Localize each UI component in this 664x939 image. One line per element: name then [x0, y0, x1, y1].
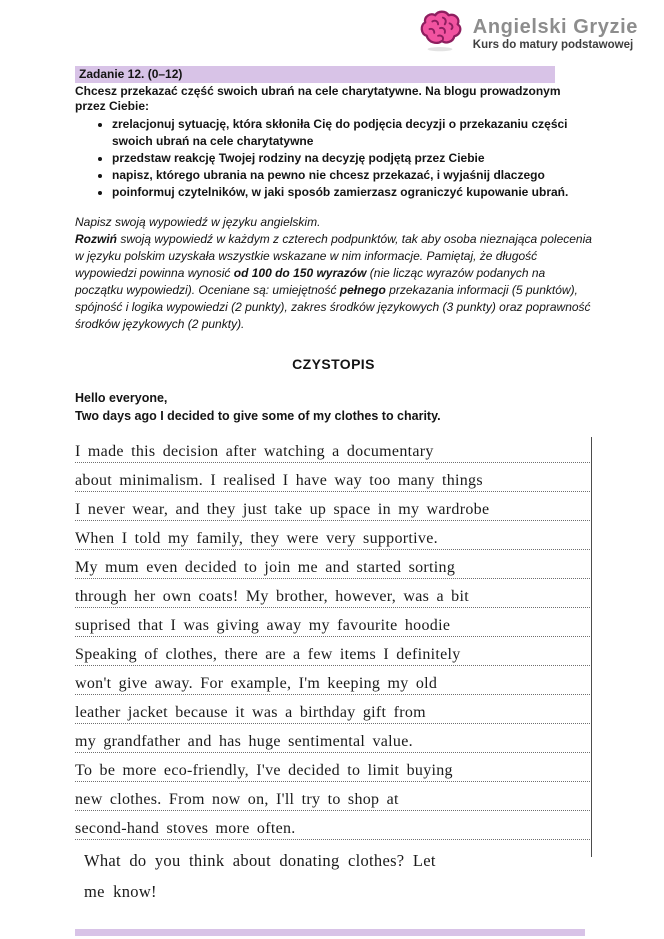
task-intro: Chcesz przekazać część swoich ubrań na cele charytatywne. Na blogu prowadzonym przez Ciebie: [75, 84, 561, 113]
note-text: (nie licząc wyrazów podanych na początku wypowiedzi). Oceniane są: umiejętność [75, 266, 546, 297]
essay-printed-opening [75, 389, 592, 425]
handwritten-line: To be more eco-friendly, I've decided to limit buying [75, 753, 592, 782]
handwritten-line: Speaking of clothes, there are a few items I definitely [75, 637, 592, 666]
note-text: przekazania informacji (5 punktów), spójność i logika wypowiedzi (2 punkty), zakres środków językowych (3 punkty) oraz poprawność środków językowych (2 punkty). [75, 283, 591, 331]
handwritten-line: I never wear, and they just take up space in my wardrobe [75, 492, 592, 521]
clean-copy-heading: CZYSTOPIS [292, 356, 375, 372]
logo [417, 10, 638, 57]
footer-accent-bar [75, 929, 585, 936]
task-bullet-item: • poinformuj czytelników, w jaki sposób zamierzasz ograniczyć kupowanie ubrań. [112, 184, 592, 201]
task-bullet-item: • napisz, którego ubrania na pewno nie chcesz przekazać, i wyjaśnij dlaczego [112, 167, 592, 184]
answer-margin-rule [591, 437, 592, 857]
handwritten-line: through her own coats! My brother, however, was a bit [75, 579, 592, 608]
handwritten-line: my grandfather and has huge sentimental value. [75, 724, 592, 753]
handwritten-line: new clothes. From now on, I'll try to shop at [75, 782, 592, 811]
note-text: swoją wypowiedź w każdym z czterech podpunktów, tak aby osoba nieznająca polecenia w języku polskim uzyskała wszystkie wskazane w nim informacje. Pamiętaj, że długość wypowiedzi powinna wynosić [75, 232, 592, 280]
opening-sentence: Two days ago I decided to give some of my clothes to charity. [75, 409, 441, 423]
note-bold-rozwin: Rozwiń [75, 232, 117, 246]
handwritten-line: When I told my family, they were very supportive. [75, 521, 592, 550]
brand-subtitle: Kurs do matury podstawowej [472, 39, 634, 51]
note-bold-pelnego: pełnego [339, 283, 386, 297]
task-bullet-item: • przedstaw reakcję Twojej rodziny na decyzję podjętą przez Ciebie [112, 150, 592, 167]
instructions-note [75, 214, 592, 333]
brand-name: Angielski Gryzie [472, 16, 638, 38]
handwritten-free-line: me know! [84, 882, 157, 901]
handwritten-line: leather jacket because it was a birthday gift from [75, 695, 592, 724]
handwritten-essay [75, 434, 592, 902]
task-bullet-list [75, 116, 592, 201]
handwritten-free-line: What do you think about donating clothes? Let [84, 851, 436, 870]
handwritten-line: I made this decision after watching a documentary [75, 434, 592, 463]
brain-logo-icon [417, 10, 463, 57]
salutation: Hello everyone, [75, 391, 168, 405]
instructions-note-line1: Napisz swoją wypowiedź w języku angielskim. [75, 215, 321, 229]
task-bullet-item: • zrelacjonuj sytuację, która skłoniła Cię do podjęcia decyzji o przekazaniu części swoich ubrań na cele charytatywne [112, 116, 592, 150]
note-bold-word-count: od 100 do 150 wyrazów [233, 266, 367, 280]
handwritten-line: My mum even decided to join me and started sorting [75, 550, 592, 579]
handwritten-line: second-hand stoves more often. [75, 811, 592, 840]
handwritten-line: won't give away. For example, I'm keeping my old [75, 666, 592, 695]
handwritten-line: about minimalism. I realised I have way too many things [75, 463, 592, 492]
handwritten-line: suprised that I was giving away my favourite hoodie [75, 608, 592, 637]
task-header: Zadanie 12. (0–12) [75, 66, 555, 83]
instructions-note-paragraph [75, 231, 592, 333]
task-body [75, 84, 592, 902]
